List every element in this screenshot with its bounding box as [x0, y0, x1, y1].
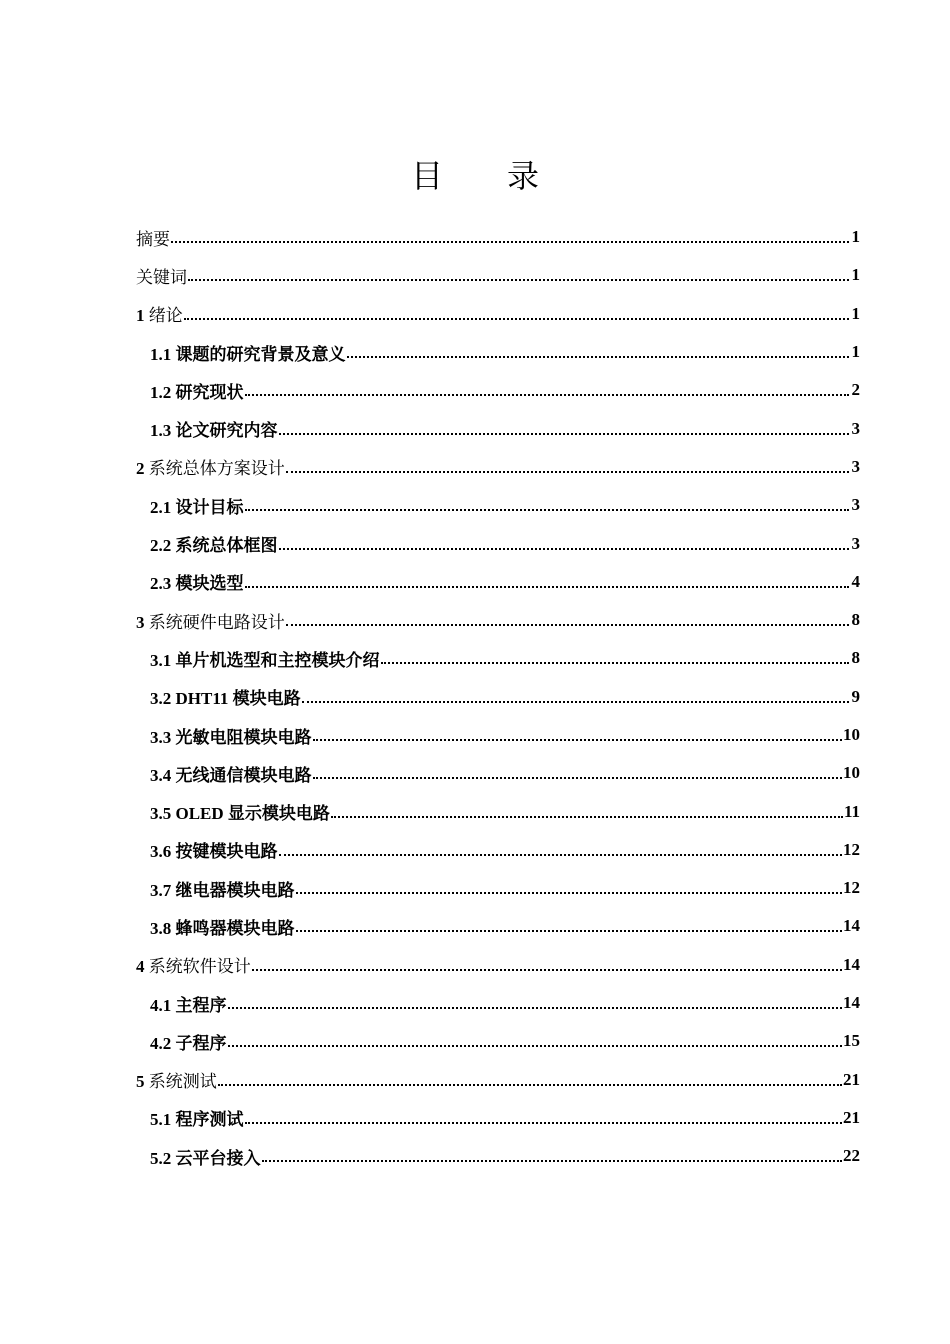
toc-number: 4.1: [150, 995, 172, 1015]
toc-entry[interactable]: [136, 946, 860, 984]
toc-entry[interactable]: [136, 295, 860, 333]
toc-entry[interactable]: [136, 907, 860, 945]
toc-entry[interactable]: [136, 1022, 860, 1060]
toc-number: 5: [136, 1072, 145, 1092]
toc-text: 系统软件设计: [148, 957, 251, 977]
toc-text: 无线通信模块电路: [175, 765, 312, 785]
toc-entry[interactable]: [136, 256, 860, 294]
toc-number: 3.4: [150, 765, 172, 785]
toc-page-number: 3: [851, 495, 860, 515]
toc-page-number: 14: [843, 993, 860, 1013]
toc-entry[interactable]: [136, 524, 860, 562]
toc-text: 子程序: [175, 1033, 227, 1053]
dot-leader: [188, 265, 849, 285]
toc-page-number: 1: [851, 227, 860, 247]
toc-entry[interactable]: [136, 563, 860, 601]
toc-text: 主程序: [175, 995, 227, 1015]
toc-page-number: 3: [851, 533, 860, 553]
toc-entry[interactable]: [136, 754, 860, 792]
toc-number: 5.1: [150, 1110, 172, 1130]
toc-text: 关键词: [136, 267, 187, 287]
toc-text: 蜂鸣器模块电路: [175, 918, 295, 938]
toc-entry[interactable]: [136, 409, 860, 447]
toc-page-number: 22: [843, 1146, 860, 1166]
toc-text: 研究现状: [175, 382, 244, 402]
toc-page-number: 3: [851, 418, 860, 438]
toc-text: 按键模块电路: [175, 842, 278, 862]
toc-text: 系统测试: [148, 1072, 217, 1092]
dot-leader: [313, 725, 843, 745]
toc-entry[interactable]: [136, 371, 860, 409]
dot-leader: [331, 802, 843, 822]
toc-number: 1: [136, 306, 145, 326]
toc-page-number: 10: [843, 725, 860, 744]
toc-page-number: 1: [851, 265, 860, 285]
toc-text: 程序测试: [175, 1110, 244, 1130]
toc-number: 4: [136, 957, 145, 977]
page-title: 目 录: [410, 158, 567, 195]
toc-text: 模块选型: [175, 574, 244, 594]
dot-leader: [228, 1031, 843, 1051]
toc-text: 系统硬件电路设计: [148, 612, 285, 632]
toc-entry[interactable]: [136, 792, 860, 830]
toc-text: 系统总体框图: [175, 536, 278, 556]
dot-leader: [279, 534, 850, 554]
dot-leader: [184, 304, 849, 324]
toc-page-number: 8: [851, 610, 860, 630]
dot-leader: [252, 955, 842, 975]
toc-text: 论文研究内容: [175, 421, 278, 441]
toc-entry[interactable]: [136, 984, 860, 1022]
dot-leader: [296, 878, 843, 898]
toc-text: 云平台接入: [175, 1148, 261, 1168]
toc-number: 2.3: [150, 574, 172, 594]
toc-page-number: 14: [843, 954, 860, 974]
toc-number: 3: [136, 612, 145, 632]
toc-number: 2.1: [150, 497, 172, 517]
toc-text: 摘要: [136, 229, 170, 249]
toc-page-number: 1: [851, 342, 860, 362]
toc-entry[interactable]: [136, 869, 860, 907]
toc-page-number: 9: [851, 686, 860, 706]
toc-page-number: 10: [843, 763, 860, 783]
dot-leader: [245, 572, 850, 592]
toc-entry[interactable]: [136, 218, 860, 256]
toc-page-number: 15: [843, 1031, 860, 1051]
toc-page-number: 14: [843, 916, 860, 936]
toc-text: DHT11 模块电路: [175, 689, 301, 709]
toc-number: 3.8: [150, 918, 172, 938]
toc-entry[interactable]: [136, 448, 860, 486]
dot-leader: [347, 342, 850, 362]
toc-entry[interactable]: [136, 639, 860, 677]
toc-number: 2.2: [150, 536, 172, 556]
toc-entry[interactable]: [136, 333, 860, 371]
dot-leader: [286, 457, 849, 477]
toc-text: 课题的研究背景及意义: [175, 344, 346, 364]
toc-text: 绪论: [148, 306, 183, 326]
dot-leader: [171, 227, 849, 247]
toc-entry[interactable]: [136, 831, 860, 869]
toc-page-number: 12: [843, 839, 860, 859]
dot-leader: [279, 419, 850, 439]
toc-text: 光敏电阻模块电路: [175, 727, 312, 747]
toc-text: 系统总体方案设计: [148, 459, 285, 479]
toc-number: 1.1: [150, 344, 172, 364]
toc-entry[interactable]: [136, 1137, 860, 1175]
toc-entry[interactable]: [136, 486, 860, 524]
toc-page-number: 1: [851, 303, 860, 323]
toc-entry[interactable]: [136, 716, 860, 754]
toc-number: 5.2: [150, 1148, 172, 1168]
toc-page-number: 8: [851, 648, 860, 668]
toc-number: 3.1: [150, 650, 172, 670]
dot-leader: [279, 840, 843, 860]
dot-leader: [286, 610, 849, 630]
toc-number: 3.2: [150, 689, 172, 709]
dot-leader: [245, 380, 850, 400]
dot-leader: [218, 1070, 842, 1090]
dot-leader: [245, 495, 850, 515]
toc-page-number: 21: [843, 1069, 860, 1089]
toc-number: 3.7: [150, 880, 172, 900]
toc-page-number: 4: [851, 571, 860, 591]
toc-number: 1.3: [150, 421, 172, 441]
toc-page-number: 21: [843, 1107, 860, 1127]
toc-number: 1.2: [150, 382, 172, 402]
dot-leader: [296, 916, 843, 936]
table-of-contents: [136, 218, 860, 1175]
dot-leader: [302, 687, 849, 707]
toc-number: 2: [136, 459, 145, 479]
dot-leader: [262, 1146, 843, 1166]
toc-entry[interactable]: [136, 1099, 860, 1137]
toc-text: 设计目标: [175, 497, 244, 517]
toc-page-number: 12: [843, 878, 860, 898]
toc-text: 继电器模块电路: [175, 880, 295, 900]
toc-page-number: 3: [851, 456, 860, 476]
toc-number: 3.3: [150, 727, 172, 747]
toc-text: OLED 显示模块电路: [175, 804, 330, 824]
dot-leader: [245, 1108, 843, 1128]
toc-entry[interactable]: [136, 1061, 860, 1099]
toc-entry[interactable]: [136, 678, 860, 716]
toc-page-number: 2: [851, 380, 860, 400]
dot-leader: [313, 763, 843, 783]
dot-leader: [228, 993, 843, 1013]
toc-number: 4.2: [150, 1033, 172, 1053]
dot-leader: [381, 648, 850, 668]
toc-number: 3.6: [150, 842, 172, 862]
toc-number: 3.5: [150, 804, 172, 824]
toc-page-number: 11: [843, 801, 860, 821]
toc-text: 单片机选型和主控模块介绍: [175, 650, 380, 670]
toc-entry[interactable]: [136, 601, 860, 639]
